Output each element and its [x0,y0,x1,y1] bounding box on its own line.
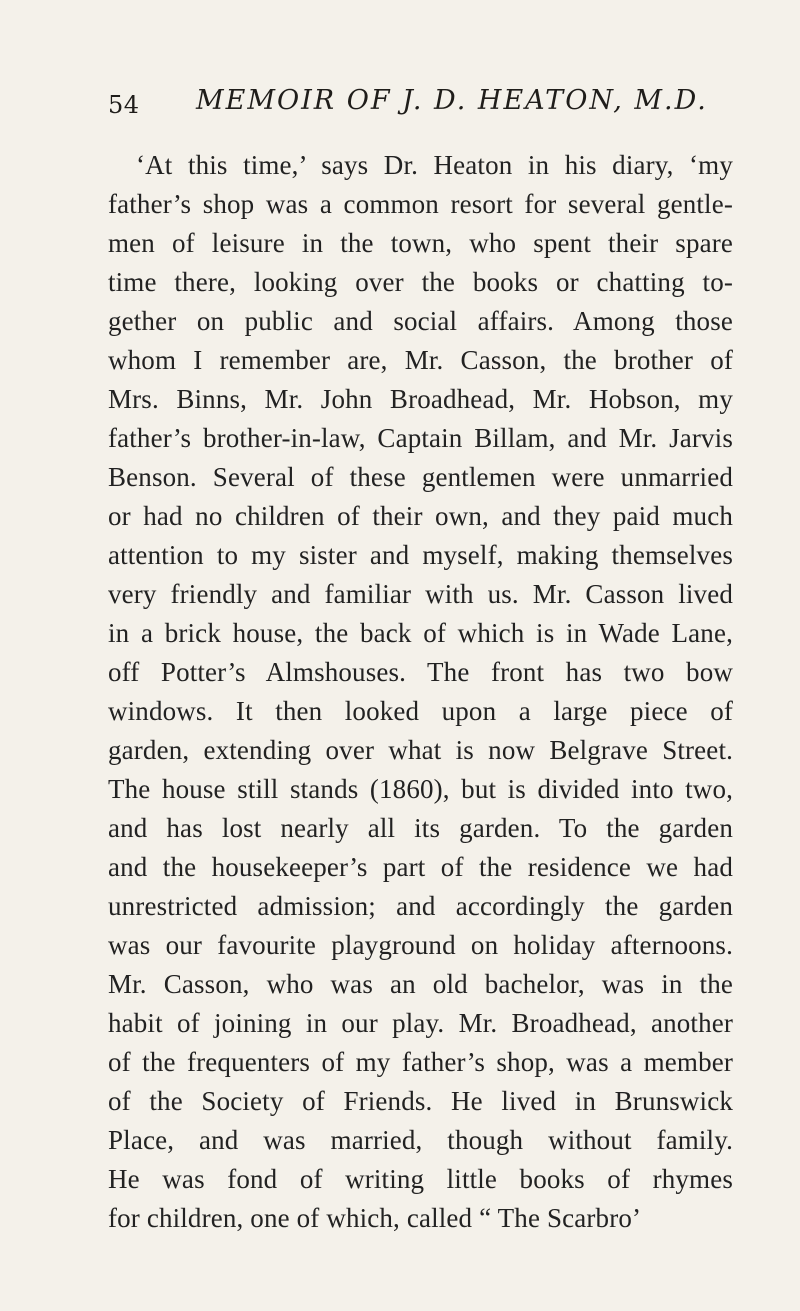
text-line: was our favourite playground on holiday afternoons. [108,930,733,960]
text-line: garden, extending over what is now Belgrave Street. [108,735,733,765]
page-number: 54 [108,91,140,119]
body-paragraph [108,146,733,1238]
text-line: and has lost nearly all its garden. To the garden [108,813,733,843]
text-line: for children, one of which, called “ The Scarbro’ [108,1203,642,1233]
text-line: ‘At this time,’ says Dr. Heaton in his diary, ‘my [136,150,733,180]
text-line: windows. It then looked upon a large piece of [108,696,733,726]
running-title: MEMOIR OF J. D. HEATON, M.D. [196,85,708,116]
text-line: father’s brother-in-law, Captain Billam, and Mr. Jarvis [108,423,733,453]
text-line: time there, looking over the books or chatting to- [108,267,733,297]
text-line: father’s shop was a common resort for several gentle- [108,189,733,219]
text-line: and the housekeeper’s part of the residence we had [108,852,733,882]
text-line: off Potter’s Almshouses. The front has two bow [108,657,733,687]
text-line: attention to my sister and myself, making themselves [108,540,733,570]
text-line: men of leisure in the town, who spent their spare [108,228,733,258]
text-line: unrestricted admission; and accordingly the garden [108,891,733,921]
running-head [108,85,718,125]
text-line: Mrs. Binns, Mr. John Broadhead, Mr. Hobson, my [108,384,733,414]
text-line: Benson. Several of these gentlemen were unmarried [108,462,733,492]
text-line: Place, and was married, though without family. [108,1125,733,1155]
text-line: He was fond of writing little books of rhymes [108,1164,733,1194]
text-line: habit of joining in our play. Mr. Broadhead, another [108,1008,733,1038]
text-line: very friendly and familiar with us. Mr. Casson lived [108,579,733,609]
text-line: whom I remember are, Mr. Casson, the brother of [108,345,733,375]
text-line: gether on public and social affairs. Among those [108,306,733,336]
text-line: The house still stands (1860), but is divided into two, [108,774,733,804]
text-line: of the Society of Friends. He lived in Brunswick [108,1086,733,1116]
text-line: or had no children of their own, and they paid much [108,501,733,531]
text-line: of the frequenters of my father’s shop, was a member [108,1047,733,1077]
text-line: in a brick house, the back of which is in Wade Lane, [108,618,733,648]
text-line: Mr. Casson, who was an old bachelor, was in the [108,969,733,999]
